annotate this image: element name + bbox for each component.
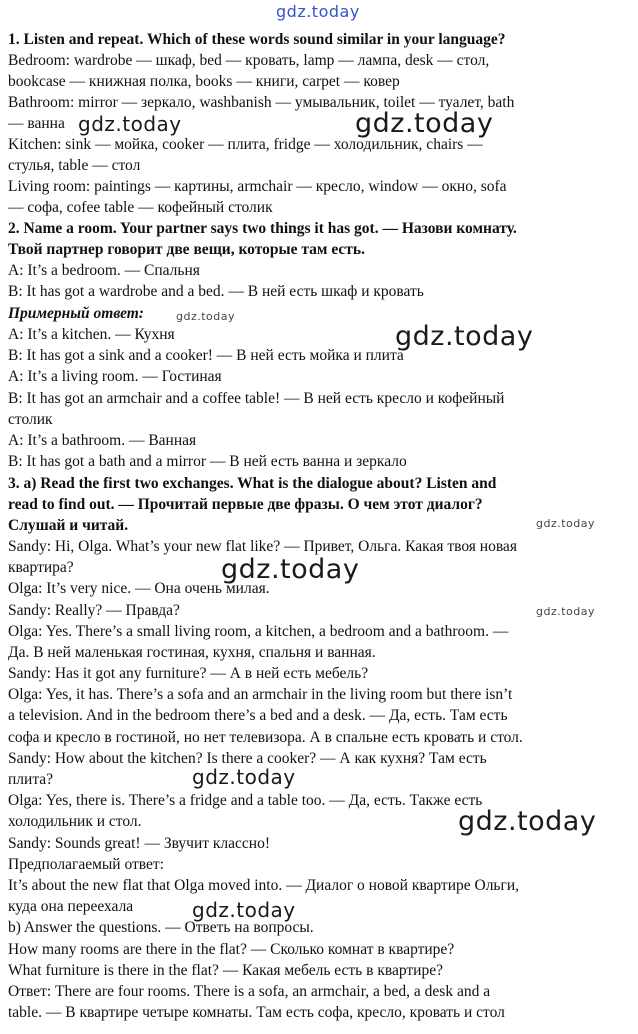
text-line: Kitchen: sink — мойка, cooker — плита, fridge — холодильник, chairs — [8, 136, 483, 153]
watermark: gdz.today [458, 806, 597, 837]
sample-answer-label: Примерный ответ: [8, 305, 144, 322]
text-line: холодильник и стол. [8, 813, 142, 830]
text-line: Sandy: Has it got any furniture? — А в ней есть мебель? [8, 665, 369, 682]
text-line: Bedroom: wardrobe — шкаф, bed — кровать, lamp — лампа, desk — стол, [8, 52, 490, 69]
text-line: Sandy: Really? — Правда? [8, 602, 180, 619]
text-line: What furniture is there in the flat? — Какая мебель есть в квартире? [8, 962, 443, 979]
watermark: gdz.today [355, 108, 494, 139]
text-line: Sandy: Sounds great! — Звучит классно! [8, 835, 271, 852]
watermark: gdz.today [395, 321, 534, 352]
text-line: Да. В ней маленькая гостиная, кухня, спальня и ванная. [8, 644, 376, 661]
watermark: gdz.today [536, 517, 596, 530]
text-line: B: It has got a bath and a mirror — В ней есть ванна и зеркало [8, 453, 407, 470]
text-line: Sandy: Hi, Olga. What’s your new flat like? — Привет, Ольга. Какая твоя новая [8, 538, 517, 555]
watermark-top: gdz.today [276, 2, 360, 21]
text-line: A: It’s a kitchen. — Кухня [8, 326, 175, 343]
text-line: A: It’s a bathroom. — Ванная [8, 432, 197, 449]
text-line: Bathroom: mirror — зеркало, washbanish — умывальник, toilet — туалет, bath [8, 94, 515, 111]
watermark: gdz.today [192, 898, 296, 922]
text-line: bookcase — книжная полка, books — книги, carpet — ковер [8, 73, 400, 90]
text-line: стулья, table — стол [8, 157, 141, 174]
text-line: a television. And in the bedroom there’s a bed and a desk. — Да, есть. Там есть [8, 707, 508, 724]
text-line: плита? [8, 771, 54, 788]
text-line: How many rooms are there in the flat? — Сколько комнат в квартире? [8, 941, 455, 958]
exercise-2-heading: 2. Name a room. Your partner says two things it has got. — Назови комнату. [8, 220, 517, 237]
text-line: B: It has got a wardrobe and a bed. — В ней есть шкаф и кровать [8, 283, 424, 300]
text-line: Olga: Yes. There’s a small living room, a kitchen, a bedroom and a bathroom. — [8, 623, 509, 640]
watermark: gdz.today [221, 554, 360, 585]
text-line: Ответ: There are four rooms. There is a sofa, an armchair, a bed, a desk and a [8, 983, 491, 1000]
text-line: софа и кресло в гостиной, но нет телевизора. А в спальне есть кровать и стол. [8, 729, 523, 746]
text-line: Olga: Yes, there is. There’s a fridge and a table too. — Да, есть. Также есть [8, 792, 483, 809]
text-line: Olga: It’s very nice. — Она очень милая. [8, 580, 270, 597]
text-line: It’s about the new flat that Olga moved into. — Диалог о новой квартире Ольги, [8, 877, 520, 894]
watermark: gdz.today [192, 765, 296, 789]
exercise-3b-heading: b) Answer the questions. — Ответь на вопросы. [8, 919, 314, 936]
text-line: A: It’s a bedroom. — Спальня [8, 262, 200, 279]
text-line: B: It has got a sink and a cooker! — В ней есть мойка и плита [8, 347, 404, 364]
watermark: gdz.today [78, 112, 182, 136]
text-line: Sandy: How about the kitchen? Is there a cooker? — А как кухня? Там есть [8, 750, 487, 767]
exercise-3a-heading-cont: read to find out. — Прочитай первые две фразы. О чем этот диалог? [8, 496, 483, 513]
exercise-3a-heading: 3. a) Read the first two exchanges. What is the dialogue about? Listen and [8, 475, 497, 492]
text-line: куда она переехала [8, 898, 134, 915]
text-line: A: It’s a living room. — Гостиная [8, 368, 222, 385]
exercise-1-heading: 1. Listen and repeat. Which of these words sound similar in your language? [8, 31, 506, 48]
text-line: квартира? [8, 559, 74, 576]
watermark: gdz.today [536, 605, 596, 618]
watermark: gdz.today [176, 310, 236, 323]
text-line: Living room: paintings — картины, armchair — кресло, window — окно, sofa [8, 178, 507, 195]
text-line: — софа, cofee table — кофейный столик [8, 199, 273, 216]
text-line: столик [8, 411, 53, 428]
text-line: B: It has got an armchair and a coffee table! — В ней есть кресло и кофейный [8, 390, 505, 407]
exercise-3a-heading-end: Слушай и читай. [8, 517, 129, 534]
text-line: table. — В квартире четыре комнаты. Там есть софа, кресло, кровать и стол [8, 1004, 505, 1021]
text-line: Предполагаемый ответ: [8, 856, 164, 873]
text-line: — ванна [8, 115, 65, 132]
text-line: Olga: Yes, it has. There’s a sofa and an armchair in the living room but there isn’t [8, 686, 513, 703]
exercise-2-heading-ru: Твой партнер говорит две вещи, которые там есть. [8, 241, 365, 258]
